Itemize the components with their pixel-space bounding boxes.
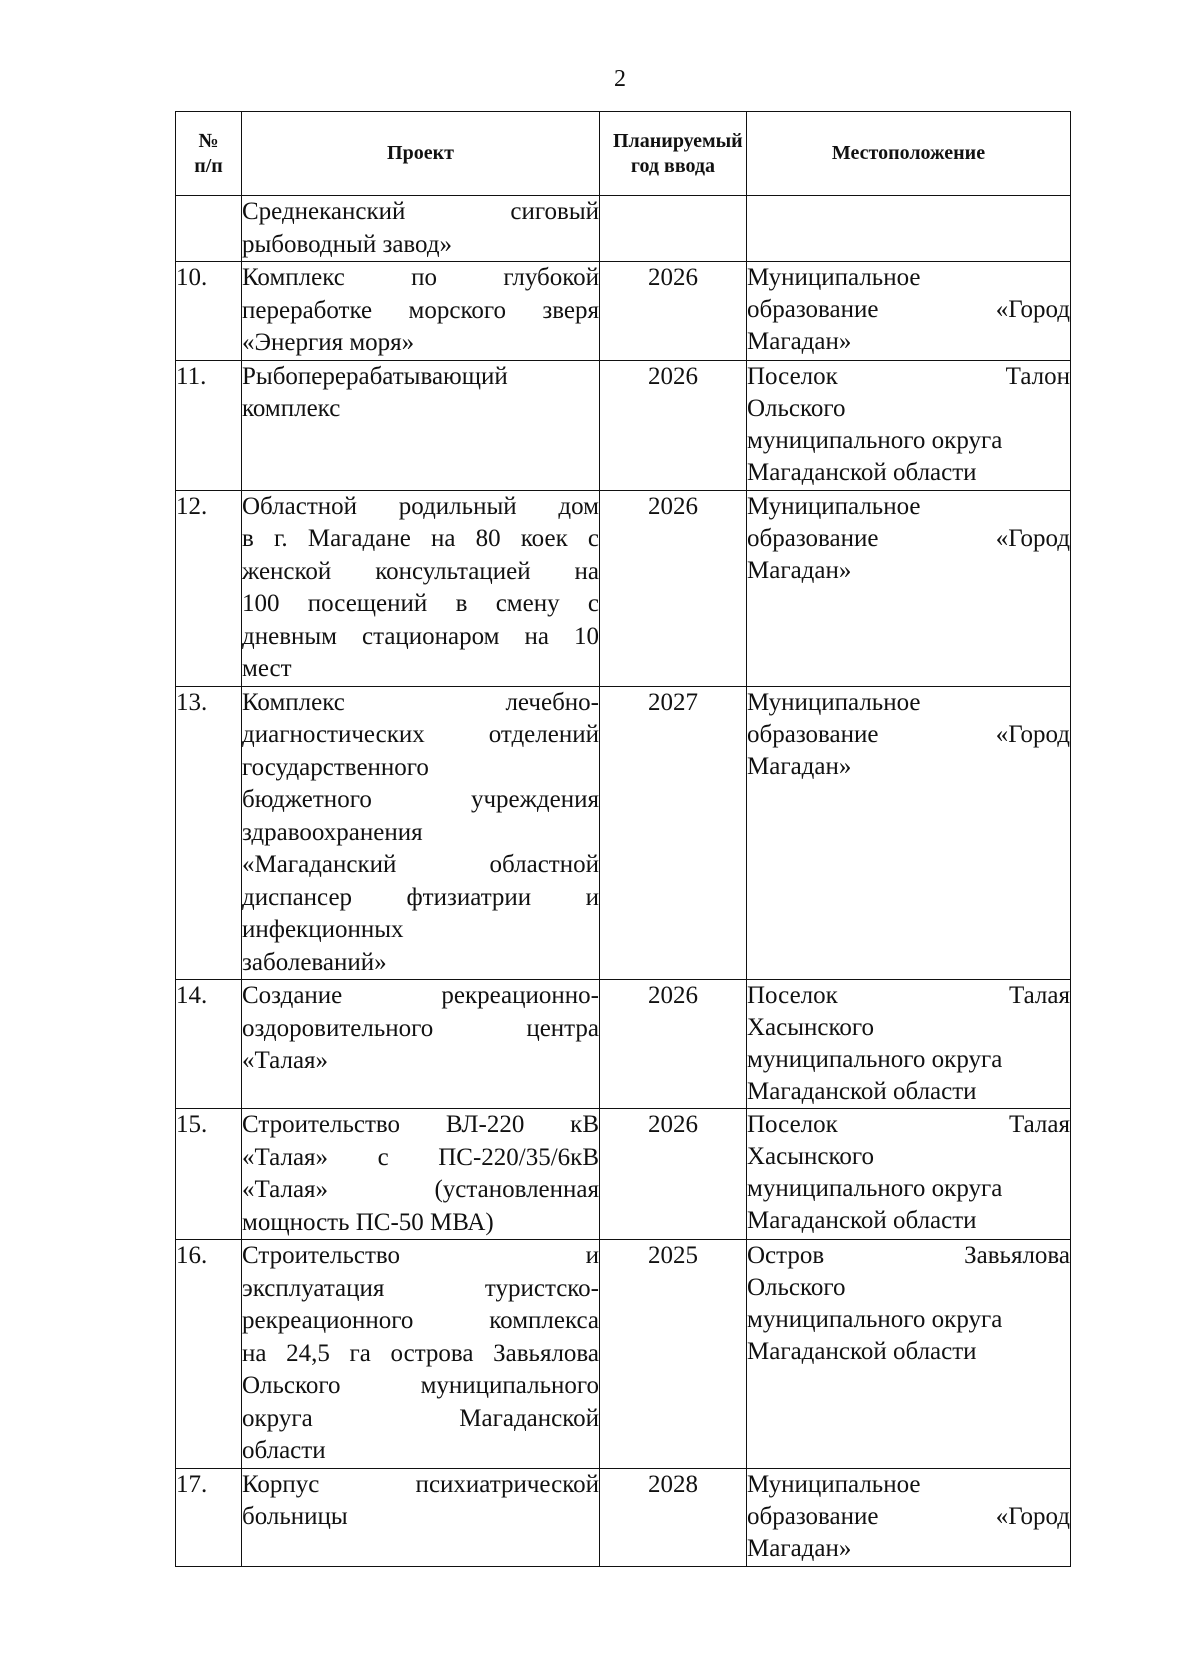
location-text-line: Магаданской области [747,1207,977,1234]
table-row [176,1109,1071,1240]
location-text-line: Поселок Талон [747,362,1070,390]
location-cell [747,196,1071,262]
year-cell [600,196,747,262]
location-text-line: Ольского [747,394,846,422]
location-text-line: Магадан» [747,752,852,780]
project-text-line: в г. Магадане на 80 коек с [242,525,599,552]
location-text-line: Поселок Талая [747,982,1070,1009]
table-row [176,1468,1071,1566]
project-text-line: эксплуатация туристско- [242,1274,599,1302]
project-text-line: больницы [242,1503,348,1530]
location-text-line: Магаданской области [747,1338,977,1365]
header-year-text: Планируемый год ввода [613,129,743,177]
location-cell [747,980,1071,1109]
project-text-line: Комплекс лечебно- [242,688,599,716]
row-number: 12. [176,490,242,686]
project-text-line: переработке морского зверя [242,296,599,324]
year-cell: 2028 [600,1468,747,1566]
project-text-line: диспансер фтизиатрии и [242,883,599,911]
header-num-text: № п/п [194,129,223,177]
location-cell [747,490,1071,686]
project-text-line: оздоровительного центра [242,1014,599,1042]
location-cell [747,1109,1071,1240]
project-cell [242,980,600,1109]
table-row [176,262,1071,361]
location-text-line: муниципального округа [747,426,1003,454]
location-cell [747,686,1071,980]
project-cell [242,262,600,361]
project-cell [242,686,600,980]
project-text-line: заболеваний» [242,948,387,976]
project-cell [242,1468,600,1566]
location-text-line: Муниципальное [747,264,921,291]
location-text-line: Магаданской области [747,458,977,486]
row-number: 13. [176,686,242,980]
project-cell [242,1109,600,1240]
row-number: 10. [176,262,242,361]
project-text-line: Корпус психиатрической [242,1470,599,1498]
project-text-line: бюджетного учреждения [242,786,599,813]
table-row [176,980,1071,1109]
location-text-line: Магадан» [747,1534,852,1562]
project-text-line: рекреационного комплекса [242,1307,599,1334]
location-cell [747,360,1071,490]
project-text-line: округа Магаданской [242,1404,599,1432]
project-text-line: Создание рекреационно- [242,982,599,1009]
location-text-line: муниципального округа [747,1306,1003,1333]
location-text-line: Магадан» [747,328,852,355]
project-text-line: рыбоводный завод» [242,230,453,258]
project-text-line: комплекс [242,395,341,422]
row-number: 16. [176,1240,242,1469]
location-text-line: образование «Город [747,296,1070,323]
year-cell: 2025 [600,1240,747,1469]
table-header-row [176,112,1071,196]
project-text-line: 100 посещений в смену с [242,590,599,617]
location-text-line: Поселок Талая [747,1111,1070,1138]
project-text-line: мощность ПС-50 МВА) [242,1208,494,1236]
header-location: Местоположение [747,112,1071,196]
page-number: 2 [614,66,626,92]
location-cell [747,1240,1071,1469]
header-project: Проект [242,112,600,196]
location-text-line: Муниципальное [747,492,921,520]
row-number: 15. [176,1109,242,1240]
row-number [176,196,242,262]
project-text-line: «Магаданский областной [242,851,599,878]
location-text-line: муниципального округа [747,1175,1003,1202]
location-text-line: Магадан» [747,556,852,584]
project-text-line: Среднеканский сиговый [242,198,599,225]
year-cell: 2026 [600,262,747,361]
project-text-line: женской консультацией на [242,557,599,585]
project-text-line: Строительство и [242,1242,599,1269]
location-cell [747,1468,1071,1566]
project-text-line: «Талая» (установленная [242,1176,599,1203]
project-cell [242,490,600,686]
project-text-line: здравоохранения [242,818,423,846]
header-year [600,112,747,196]
location-text-line: образование «Город [747,1502,1070,1530]
table-body [176,196,1071,1567]
table-row [176,686,1071,980]
table-row [176,490,1071,686]
project-text-line: диагностических отделений [242,721,599,748]
location-text-line: образование «Город [747,720,1070,748]
location-text-line: Магаданской области [747,1078,977,1105]
project-cell [242,1240,600,1469]
year-cell: 2026 [600,490,747,686]
project-text-line: области [242,1437,326,1464]
project-text-line: Комплекс по глубокой [242,264,599,291]
location-text-line: Ольского [747,1274,846,1301]
project-cell [242,196,600,262]
row-number: 17. [176,1468,242,1566]
year-cell: 2026 [600,1109,747,1240]
project-text-line: «Талая» [242,1047,329,1074]
project-text-line: государственного [242,753,429,781]
row-number: 14. [176,980,242,1109]
project-text-line: на 24,5 га острова Завьялова [242,1339,599,1367]
year-cell: 2026 [600,360,747,490]
table-row [176,360,1071,490]
project-text-line: мест [242,655,292,682]
location-text-line: Хасынского [747,1143,875,1170]
location-text-line: Муниципальное [747,688,921,716]
project-text-line: дневным стационаром на 10 [242,622,599,650]
project-text-line: Строительство ВЛ-220 кВ [242,1111,599,1138]
table-row [176,196,1071,262]
project-text-line: инфекционных [242,916,404,943]
header-num [176,112,242,196]
location-text-line: Остров Завьялова [747,1242,1070,1269]
table-row [176,1240,1071,1469]
location-text-line: образование «Город [747,524,1070,552]
project-text-line: «Талая» с ПС-220/35/6кВ [242,1143,599,1171]
projects-table [175,111,1071,1567]
year-cell: 2026 [600,980,747,1109]
project-text-line: Рыбоперерабатывающий [242,362,508,390]
project-text-line: Ольского муниципального [242,1372,599,1399]
project-cell [242,360,600,490]
project-text-line: «Энергия моря» [242,329,415,356]
location-text-line: муниципального округа [747,1046,1003,1073]
project-text-line: Областной родильный дом [242,492,599,520]
year-cell: 2027 [600,686,747,980]
row-number: 11. [176,360,242,490]
location-text-line: Муниципальное [747,1470,921,1498]
location-text-line: Хасынского [747,1014,875,1041]
location-cell [747,262,1071,361]
